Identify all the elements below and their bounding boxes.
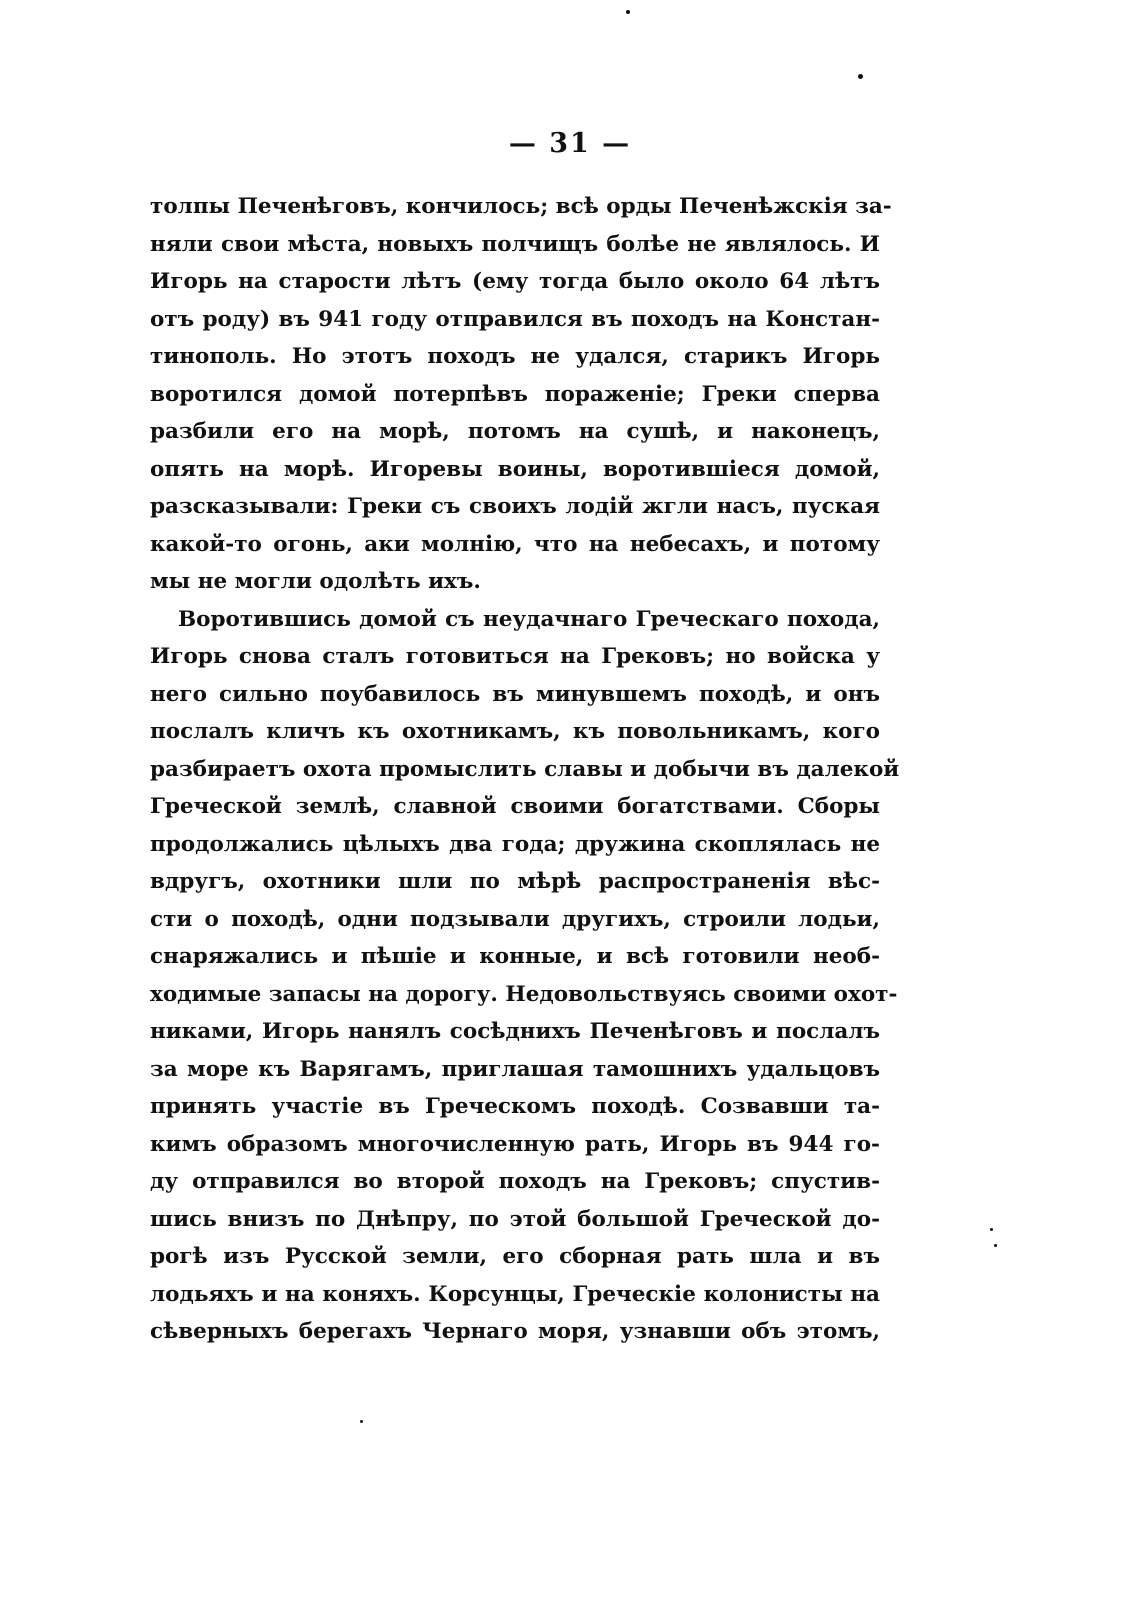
- text-line: сти о походѣ, одни подзывали другихъ, строили лодьи,: [150, 906, 880, 932]
- text-line: опять на морѣ. Игоревы воины, воротившіеся домой,: [150, 456, 880, 482]
- text-line: какой-то огонь, аки молнію, что на небесахъ, и потому: [150, 531, 880, 557]
- text-line: няли свои мѣста, новыхъ полчищъ болѣе не являлось. И: [150, 231, 880, 257]
- text-line: ду отправился во второй походъ на Грековъ; спустив-: [150, 1169, 880, 1194]
- text-line: разсказывали: Греки съ своихъ лодій жгли насъ, пуская: [150, 494, 880, 519]
- text-line: шись внизъ по Днѣпру, по этой большой Греческой до-: [150, 1206, 880, 1232]
- text-line: продолжались цѣлыхъ два года; дружина скоплялась не: [150, 831, 880, 857]
- text-line: за море къ Варягамъ, приглашая тамошнихъ удальцовъ: [150, 1056, 880, 1082]
- text-line: Игорь на старости лѣтъ (ему тогда было около 64 лѣтъ: [150, 269, 880, 294]
- page-number: — 31 —: [508, 128, 632, 159]
- text-line: разбираетъ охота промыслить славы и добычи въ далекой: [150, 756, 900, 782]
- body-text: [150, 188, 900, 1351]
- text-line: сѣверныхъ берегахъ Чернаго моря, узнавши объ этомъ,: [150, 1319, 880, 1344]
- paragraph-1: [150, 188, 892, 601]
- print-speck: [626, 10, 630, 14]
- text-line: никами, Игорь нанялъ сосѣднихъ Печенѣговъ и послалъ: [150, 1019, 880, 1044]
- text-line: воротился домой потерпѣвъ пораженіе; Греки сперва: [150, 381, 880, 407]
- text-line: разбили его на морѣ, потомъ на сушѣ, и наконецъ,: [150, 419, 880, 444]
- text-line: принять участіе въ Греческомъ походѣ. Созвавши та-: [150, 1094, 880, 1119]
- text-line: кимъ образомъ многочисленную рать, Игорь въ 944 го-: [150, 1131, 880, 1157]
- text-line: ходимые запасы на дорогу. Недовольствуясь своими охот-: [150, 981, 898, 1007]
- text-line: Греческой землѣ, славной своими богатствами. Сборы: [150, 794, 880, 819]
- text-line: отъ роду) въ 941 году отправился въ походъ на Констан-: [150, 306, 880, 332]
- text-line: толпы Печенѣговъ, кончилось; всѣ орды Печенѣжскія за-: [150, 194, 892, 219]
- text-line: Воротившись домой съ неудачнаго Греческаго похода,: [178, 606, 880, 632]
- text-line: Игорь снова сталъ готовиться на Грековъ; но войска у: [150, 644, 880, 669]
- text-line: тинополь. Но этотъ походъ не удался, старикъ Игорь: [150, 344, 880, 369]
- text-line: рогѣ изъ Русской земли, его сборная рать шла и въ: [150, 1244, 880, 1269]
- print-speck: [858, 74, 863, 79]
- text-line: лодьяхъ и на коняхъ. Корсунцы, Греческіе колонисты на: [150, 1281, 880, 1307]
- text-line: снаряжались и пѣшіе и конные, и всѣ готовили необ-: [150, 944, 880, 969]
- print-speck: [360, 1420, 363, 1423]
- text-line: него сильно поубавилось въ минувшемъ походѣ, и онъ: [150, 681, 880, 707]
- print-speck: [994, 1244, 997, 1247]
- text-line: послалъ кличъ къ охотникамъ, къ повольникамъ, кого: [150, 719, 880, 744]
- text-line: мы не могли одолѣть ихъ.: [150, 569, 481, 594]
- print-speck: [990, 1228, 993, 1231]
- paragraph-2: [150, 601, 900, 1351]
- text-line: вдругъ, охотники шли по мѣрѣ распространенія вѣс-: [150, 869, 880, 894]
